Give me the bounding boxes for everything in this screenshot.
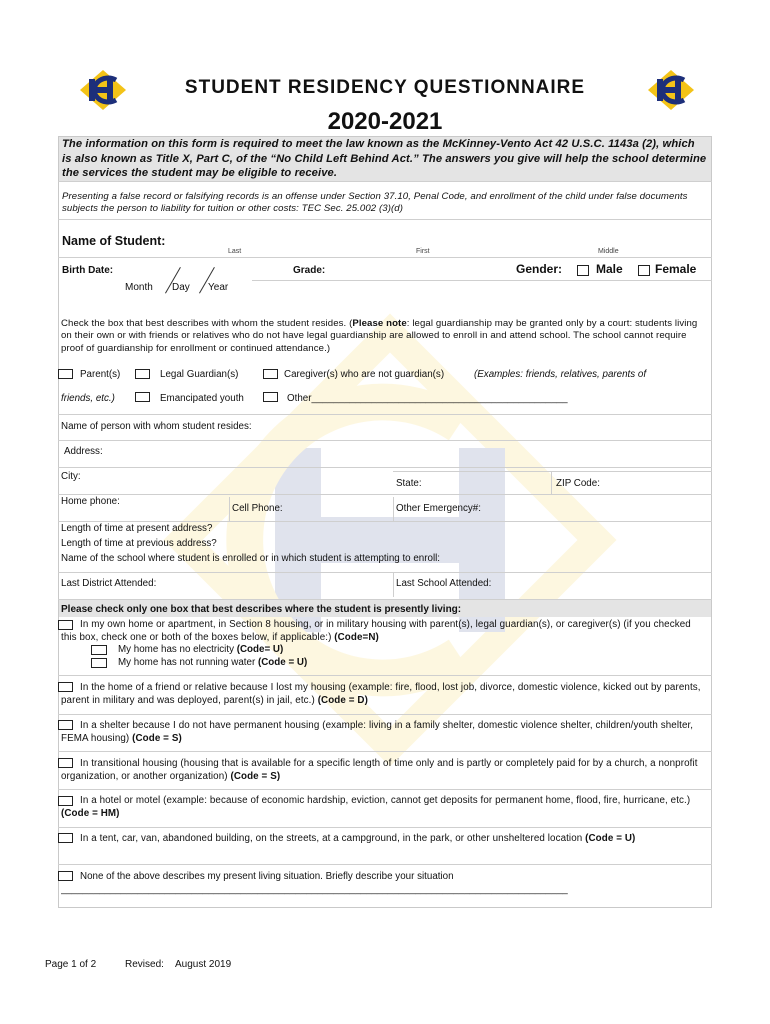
no-water-option: My home has not running water (Code = U): [118, 657, 308, 668]
caregiver-label: Caregiver(s) who are not guardian(s): [284, 369, 445, 380]
month-hint: Month: [125, 282, 153, 293]
legal-guardian-checkbox[interactable]: [135, 369, 150, 379]
first-name-hint: First: [416, 248, 430, 255]
divider: [58, 467, 712, 468]
divider: [58, 751, 712, 752]
divider: [58, 440, 712, 441]
divider: [252, 280, 712, 281]
situation-description-field[interactable]: _____________________________________________________________________________________________: [61, 884, 568, 895]
last-district-label: Last District Attended:: [61, 578, 157, 589]
page-number: Page 1 of 2: [45, 959, 97, 970]
gender-male-label: Male: [596, 262, 623, 276]
guardian-instruction: Check the box that best describes with whom the student resides. (Please note: legal guardianship may be granted only by a court: students living on their own or with friends or relatives who do not have legal guardianship are allowed to enroll in and attend school. The school cannot require proof of guardianship for enrollment or continued attendance.): [61, 318, 698, 354]
middle-name-hint: Middle: [598, 248, 619, 255]
gender-male-checkbox[interactable]: [577, 265, 589, 276]
no-water-checkbox[interactable]: [91, 658, 107, 668]
gender-female-checkbox[interactable]: [638, 265, 650, 276]
time-previous-field[interactable]: [245, 538, 708, 551]
revised-date: August 2019: [175, 959, 232, 970]
divider: [58, 864, 712, 865]
divider: [58, 414, 712, 415]
divider: [58, 789, 712, 790]
parents-label: Parent(s): [80, 369, 121, 380]
last-name-hint: Last: [228, 248, 242, 255]
other-emergency-label: Other Emergency#:: [396, 503, 481, 514]
emancipated-label: Emancipated youth: [160, 393, 244, 404]
revised-label: Revised:: [125, 959, 164, 970]
hotel-option: In a hotel or motel (example: because of economic hardship, eviction, cannot get deposits for permanent home, flood, fire, hurricane, etc.) (Code = HM): [61, 795, 691, 819]
parents-checkbox[interactable]: [58, 369, 73, 379]
divider: [393, 497, 394, 521]
school-name-label: Name of the school where student is enrolled or in which student is attempting to enroll:: [61, 553, 441, 564]
no-electricity-option: My home has no electricity (Code= U): [118, 644, 284, 655]
student-name-field[interactable]: [180, 246, 710, 256]
grade-field[interactable]: [333, 262, 503, 278]
time-present-field[interactable]: [240, 523, 708, 536]
other-emergency-field[interactable]: [496, 499, 708, 517]
home-phone-label: Home phone:: [61, 496, 120, 507]
birth-date-label: Birth Date:: [62, 265, 114, 276]
tent-option: In a tent, car, van, abandoned building, on the streets, at a campground, in the park, or other unsheltered location (Code = U): [80, 833, 636, 844]
zip-field[interactable]: [610, 474, 708, 492]
divider: [58, 494, 712, 495]
address-field[interactable]: [115, 443, 708, 461]
divider: [551, 471, 552, 494]
cell-phone-label: Cell Phone:: [232, 503, 283, 514]
form-year: 2020-2021: [327, 108, 443, 135]
gender-label: Gender:: [516, 262, 563, 276]
cell-phone-field[interactable]: [292, 499, 390, 517]
last-school-field[interactable]: [510, 575, 708, 593]
student-name-label: Name of Student:: [62, 234, 166, 248]
school-name-field[interactable]: [512, 553, 708, 566]
divider: [58, 257, 712, 258]
day-hint: Day: [172, 282, 190, 293]
friend-home-option: In the home of a friend or relative because I lost my housing (example: fire, flood, lost job, divorce, domestic violence, kicked out by parents, parent in military and was deployed, parent(s) in jail, etc.) (Code = D): [61, 682, 701, 706]
divider: [229, 497, 230, 521]
divider: [58, 675, 712, 676]
last-district-field[interactable]: [178, 575, 390, 593]
divider: [58, 181, 712, 182]
caregiver-checkbox[interactable]: [263, 369, 278, 379]
transitional-option: In transitional housing (housing that is available for a specific length of time only and is partly or completely paid for by a church, a nonprofit organization, or another organization) (Code = S): [61, 758, 698, 782]
warning-text: Presenting a false record or falsifying records is an offense under Section 37.10, Penal Code, and enrollment of the child under false documents subjects the person to liability for tuition or other costs: TEC Sec. 25.002 (3)(d): [62, 191, 688, 215]
own-home-option: In my own home or apartment, in Section 8 housing, or in military housing with parent(s), legal guardian(s), or caregiver(s) (if you checked this box, check one or both of the boxes below, if applicable:) (Code=N): [61, 619, 691, 643]
other-label: Other_______________________________________________: [287, 393, 568, 404]
year-hint: Year: [208, 282, 229, 293]
form-title: STUDENT RESIDENCY QUESTIONNAIRE: [184, 77, 586, 98]
state-label: State:: [396, 478, 422, 489]
city-field[interactable]: [95, 470, 390, 490]
grade-label: Grade:: [293, 265, 326, 276]
divider: [58, 827, 712, 828]
divider: [58, 521, 712, 522]
divider: [393, 572, 394, 597]
living-heading: Please check only one box that best describes where the student is presently living:: [61, 604, 462, 615]
divider: [393, 471, 712, 472]
other-checkbox[interactable]: [263, 392, 278, 402]
caregiver-examples: (Examples: friends, relatives, parents of: [474, 369, 647, 380]
resides-with-label: Name of person with whom student resides:: [61, 421, 252, 432]
intro-text: The information on this form is required to meet the law known as the McKinney-Vento Act 42 U.S.C. 1143a (2), which is also known as Title X, Part C, of the “No Child Left Behind Act.” The answers you give will help the school determine the services the student may be eligible to receive.: [62, 138, 707, 180]
shelter-option: In a shelter because I do not have permanent housing (example: living in a family shelter, domestic violence shelter, children/youth shelter, FEMA housing) (Code = S): [61, 720, 694, 744]
gender-female-label: Female: [655, 262, 697, 276]
state-field[interactable]: [432, 474, 547, 492]
city-label: City:: [61, 471, 81, 482]
emancipated-checkbox[interactable]: [135, 392, 150, 402]
home-phone-field[interactable]: [130, 496, 226, 516]
last-school-label: Last School Attended:: [396, 578, 492, 589]
time-present-label: Length of time at present address?: [61, 523, 213, 534]
divider: [58, 572, 712, 573]
time-previous-label: Length of time at previous address?: [61, 538, 217, 549]
divider: [58, 714, 712, 715]
address-label: Address:: [64, 446, 103, 457]
divider: [58, 219, 712, 220]
caregiver-examples-cont: friends, etc.): [61, 393, 115, 404]
no-electricity-checkbox[interactable]: [91, 645, 107, 655]
resides-with-field[interactable]: [290, 418, 708, 436]
none-above-option: None of the above describes my present living situation. Briefly describe your situation: [80, 871, 454, 882]
zip-label: ZIP Code:: [556, 478, 600, 489]
none-above-checkbox[interactable]: [58, 871, 73, 881]
legal-guardian-label: Legal Guardian(s): [160, 369, 239, 380]
